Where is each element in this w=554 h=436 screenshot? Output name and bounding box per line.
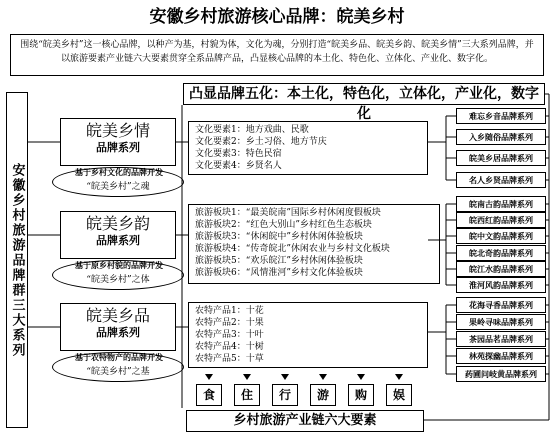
intro-text: 围绕“皖美乡村”这一核心品牌，以种产为基，村貌为体，文化为魂，分别打造“皖美乡品、皖美乡韵、皖美乡情”三大系列品牌，并以旅游要素产业链六大要素贯穿全系品牌产品，凸显核心品牌的本土化、特色化、立体化、产业化、数字化。 — [10, 34, 544, 76]
element-travel: 行 — [272, 384, 298, 406]
brand-box-xiangqing — [60, 118, 176, 177]
brand-basis: 基于农特物产的品牌开发 — [75, 352, 163, 362]
culture-list — [188, 121, 428, 175]
brand-basis: 基于原乡村貌的品牌开发 — [75, 260, 163, 270]
brand-oval-xiangyun — [52, 260, 184, 290]
list-item: 旅游板块3：“休闲皖中”乡村休闲体验板块 — [195, 232, 363, 242]
brand-series: 品牌系列 — [96, 326, 140, 339]
brand-oval-xiangqing — [52, 167, 184, 197]
list-item: 农特产品3：十叶 — [195, 330, 264, 340]
side-box: 果岭寻味品牌系列 — [456, 314, 546, 330]
brand-name: 皖美乡韵 — [85, 214, 150, 233]
bottom-band: 乡村旅游产业链六大要素 — [186, 410, 424, 432]
oval-text: “皖美乡村”之基 — [86, 367, 150, 377]
side-box: 淮河风韵品牌系列 — [456, 277, 546, 293]
side-box: 入乡随俗品牌系列 — [456, 129, 546, 145]
brand-box-xiangpin — [60, 303, 176, 362]
top-band: 凸显品牌五化：本土化，特色化，立体化，产业化，数字化 — [183, 83, 545, 105]
side-box: 皖美乡居品牌系列 — [456, 150, 546, 166]
side-box: 林苑探幽品牌系列 — [456, 348, 546, 364]
element-entertainment: 娱 — [386, 384, 412, 406]
list-item: 旅游板块6：“风情淮河”乡村文化体验板块 — [195, 268, 363, 278]
oval-text: “皖美乡村”之体 — [86, 275, 150, 285]
side-box: 皖江水韵品牌系列 — [456, 261, 546, 277]
list-item: 旅游板块1：“最美皖南”国际乡村休闲度假板块 — [195, 208, 381, 218]
list-item: 旅游板块4：“传奇皖北”休闲农业与乡村文化板块 — [195, 244, 390, 254]
side-box: 名人乡贤品牌系列 — [456, 172, 546, 188]
list-item: 文化要素1：地方戏曲、民歌 — [195, 125, 309, 135]
element-food: 食 — [196, 384, 222, 406]
product-list — [188, 302, 428, 368]
tourism-list — [188, 204, 440, 284]
list-item: 农特产品4：十树 — [195, 342, 264, 352]
list-item: 农特产品2：十果 — [195, 318, 264, 328]
list-item: 文化要素4：乡贤名人 — [195, 161, 282, 171]
brand-series: 品牌系列 — [96, 234, 140, 247]
list-item: 农特产品1：十花 — [195, 306, 264, 316]
list-item: 旅游板块2：“红色大别山”乡村红色生态板块 — [195, 220, 372, 230]
element-lodging: 住 — [234, 384, 260, 406]
side-box: 皖西红韵品牌系列 — [456, 212, 546, 228]
list-item: 旅游板块5：“欢乐皖江”乡村休闲体验板块 — [195, 256, 363, 266]
list-item: 农特产品5：十草 — [195, 354, 264, 364]
list-item: 文化要素2：乡土习俗、地方节庆 — [195, 137, 327, 147]
element-shopping: 购 — [348, 384, 374, 406]
element-tour: 游 — [310, 384, 336, 406]
side-box: 茶园品茗品牌系列 — [456, 331, 546, 347]
oval-text: “皖美乡村”之魂 — [86, 182, 150, 192]
brand-oval-xiangpin — [52, 352, 184, 382]
side-box: 皖南古韵品牌系列 — [456, 196, 546, 212]
side-box: 难忘乡音品牌系列 — [456, 108, 546, 124]
page-title: 安徽乡村旅游核心品牌：皖美乡村 — [149, 7, 405, 27]
brand-series: 品牌系列 — [96, 141, 140, 154]
brand-name: 皖美乡品 — [85, 306, 150, 325]
side-box: 皖北奇韵品牌系列 — [456, 245, 546, 261]
brand-box-xiangyun — [60, 211, 176, 270]
side-box: 皖中文韵品牌系列 — [456, 228, 546, 244]
side-box: 药圃问岐黄品牌系列 — [456, 366, 546, 382]
brand-basis: 基于乡村文化的品牌开发 — [75, 167, 163, 177]
group-label: 安徽乡村旅游品牌群三大系列 — [6, 92, 28, 428]
list-item: 文化要素3：特色民宿 — [195, 149, 282, 159]
side-box: 花海寻香品牌系列 — [456, 297, 546, 313]
brand-name: 皖美乡情 — [85, 121, 150, 140]
